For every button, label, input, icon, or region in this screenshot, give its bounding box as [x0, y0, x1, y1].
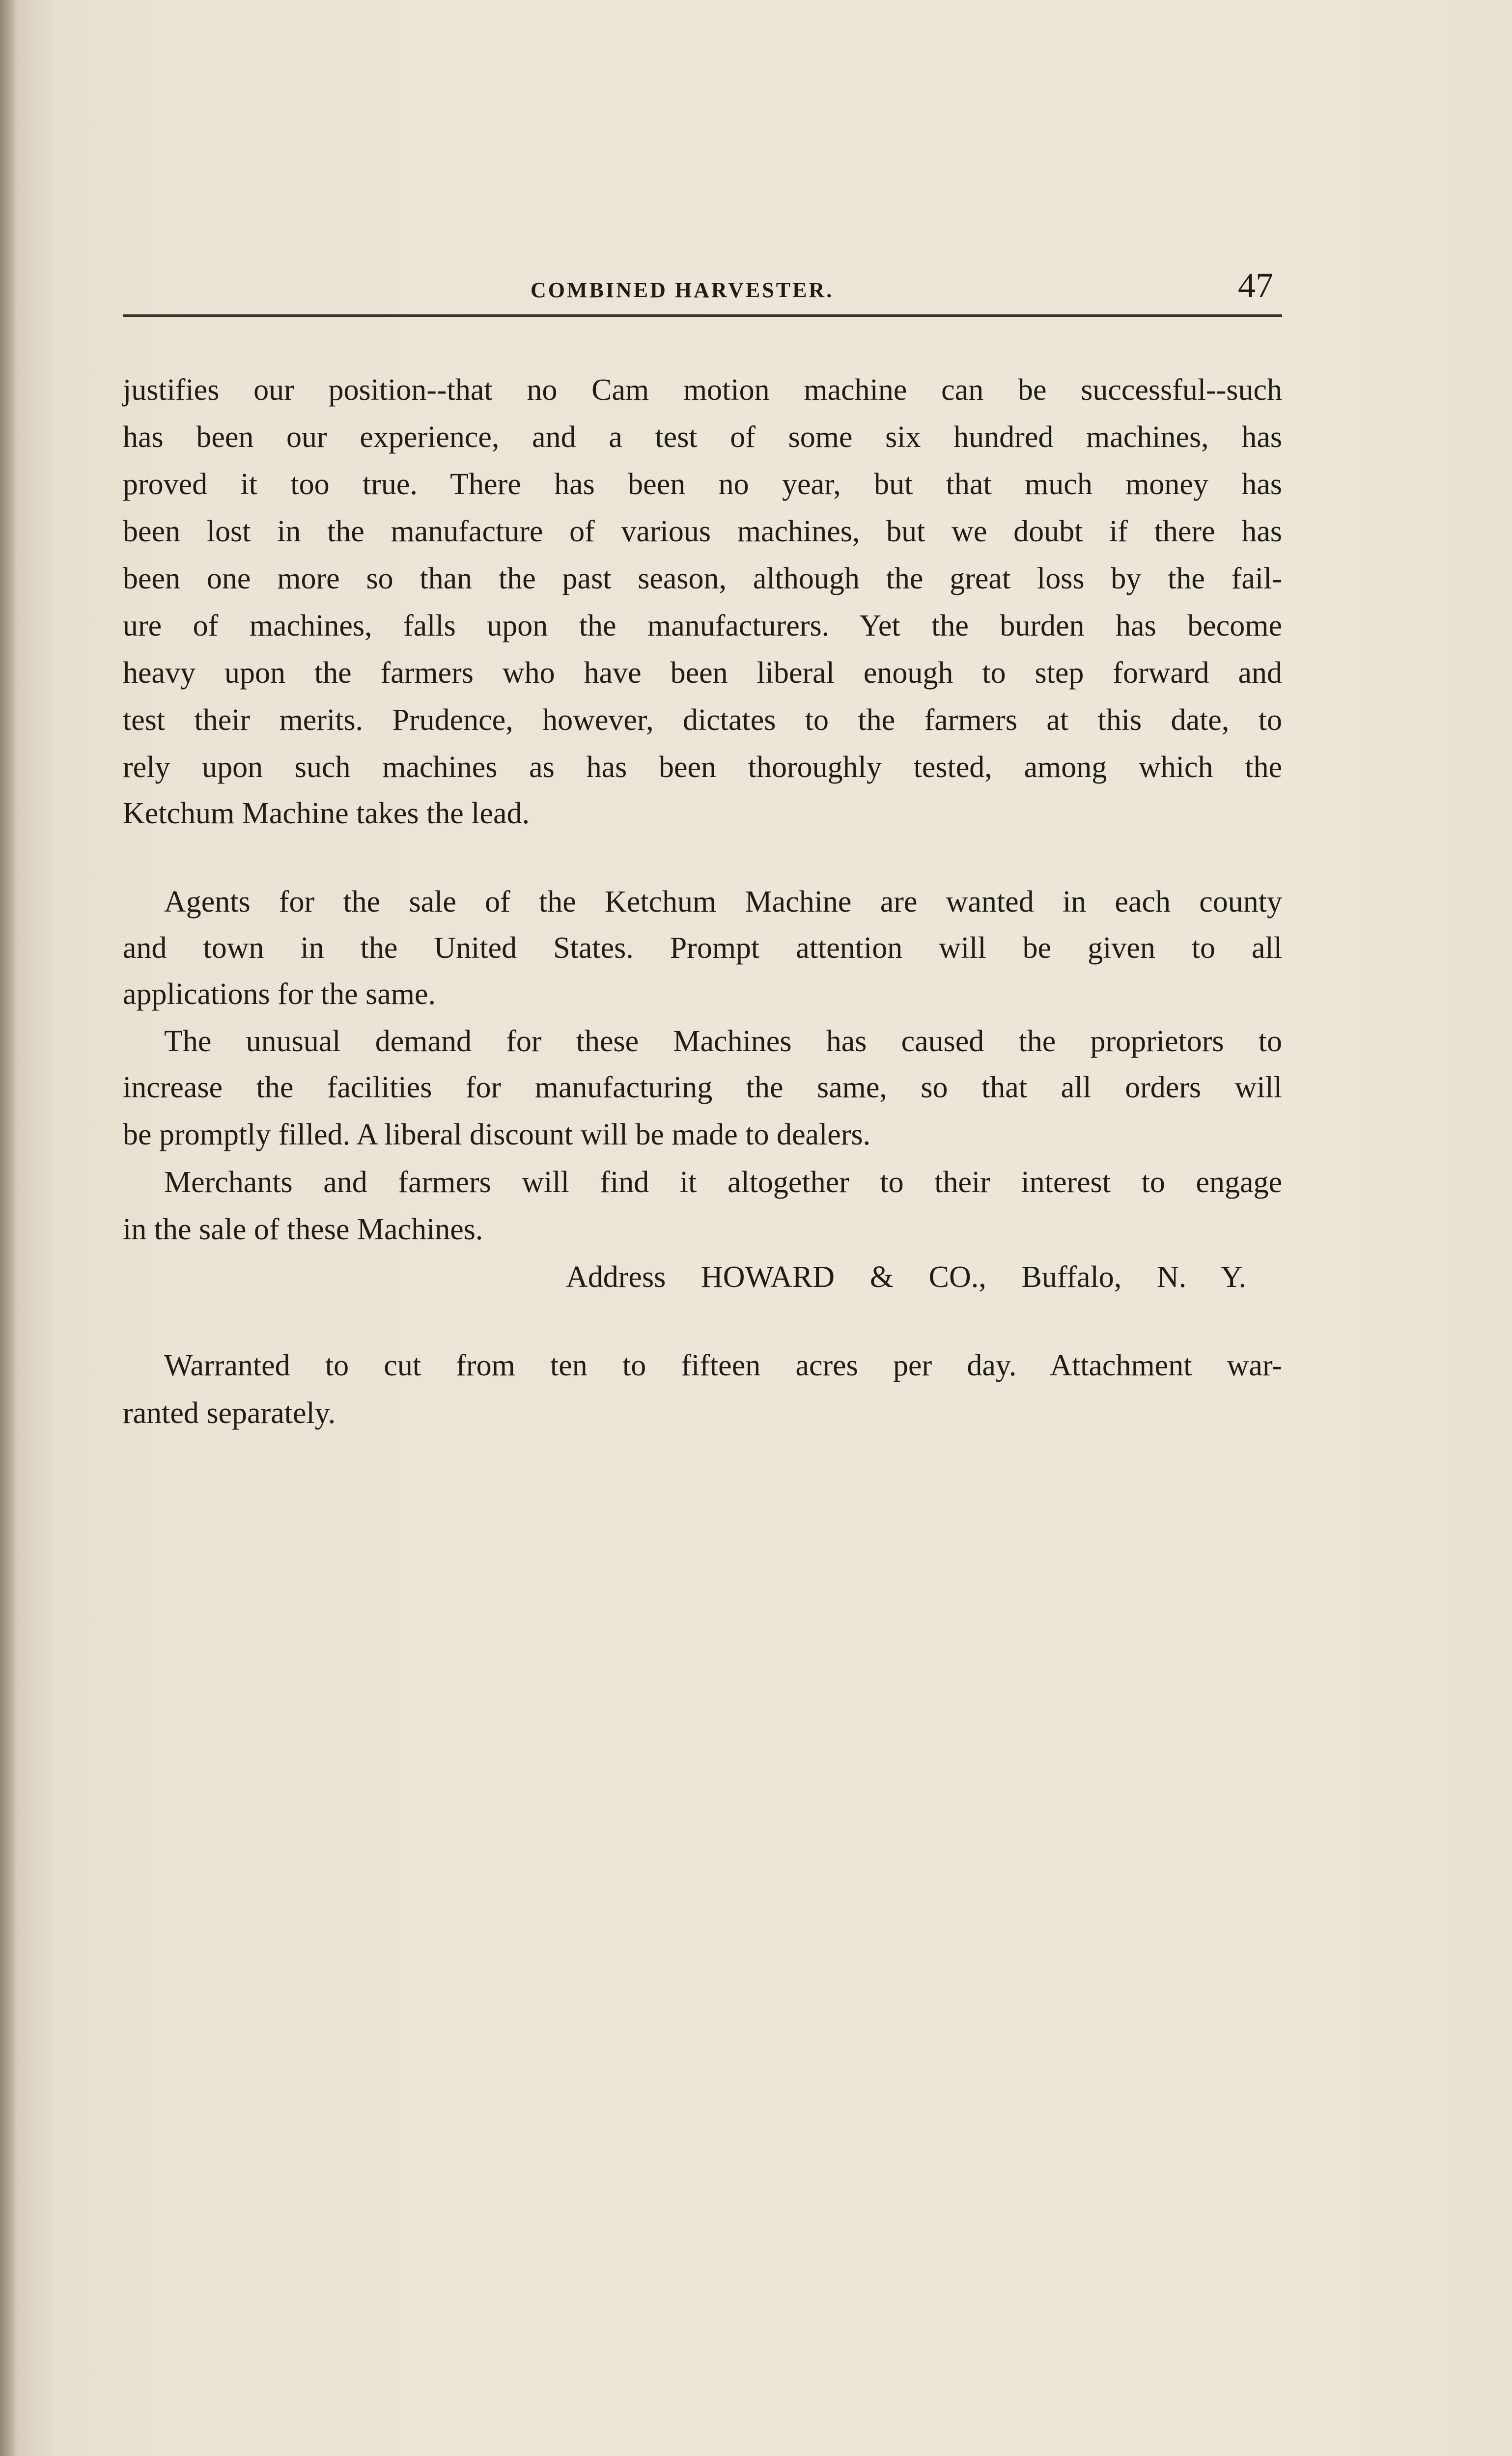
text-line: and town in the United States. Prompt attention will be given to all: [123, 931, 1282, 965]
text-line: Merchants and farmers will find it altogether to their interest to engage: [164, 1166, 1282, 1199]
text-line: proved it too true. There has been no year, but that much money has: [123, 468, 1282, 501]
text-line: Agents for the sale of the Ketchum Machine are wanted in each county: [164, 885, 1282, 919]
text-line: heavy upon the farmers who have been liberal enough to step forward and: [123, 656, 1282, 690]
book-spine-edge: [0, 0, 15, 2456]
page-number: 47: [1238, 266, 1273, 305]
text-line: in the sale of these Machines.: [123, 1213, 483, 1246]
text-line: ranted separately.: [123, 1396, 336, 1430]
text-line: been lost in the manufacture of various machines, but we doubt if there has: [123, 515, 1282, 548]
text-line: applications for the same.: [123, 977, 436, 1011]
running-title: COMBINED HARVESTER.: [531, 278, 834, 302]
text-line: Ketchum Machine takes the lead.: [123, 797, 530, 830]
text-line: justifies our position--that no Cam motion machine can be successful--such: [123, 373, 1282, 407]
text-line: be promptly filled. A liberal discount will be made to dealers.: [123, 1118, 871, 1151]
address-line: Address HOWARD & CO., Buffalo, N. Y.: [566, 1260, 1246, 1294]
text-line: ure of machines, falls upon the manufacturers. Yet the burden has become: [123, 609, 1282, 642]
text-line: been one more so than the past season, although the great loss by the fail-: [123, 562, 1282, 595]
text-line: test their merits. Prudence, however, dictates to the farmers at this date, to: [123, 703, 1282, 737]
text-line: Warranted to cut from ten to fifteen acres per day. Attachment war-: [164, 1349, 1282, 1382]
text-line: has been our experience, and a test of some six hundred machines, has: [123, 420, 1282, 454]
text-line: rely upon such machines as has been thoroughly tested, among which the: [123, 751, 1282, 784]
text-line: The unusual demand for these Machines has caused the proprietors to: [164, 1025, 1282, 1058]
text-line: increase the facilities for manufacturing the same, so that all orders will: [123, 1071, 1282, 1104]
header-rule: [123, 314, 1282, 317]
